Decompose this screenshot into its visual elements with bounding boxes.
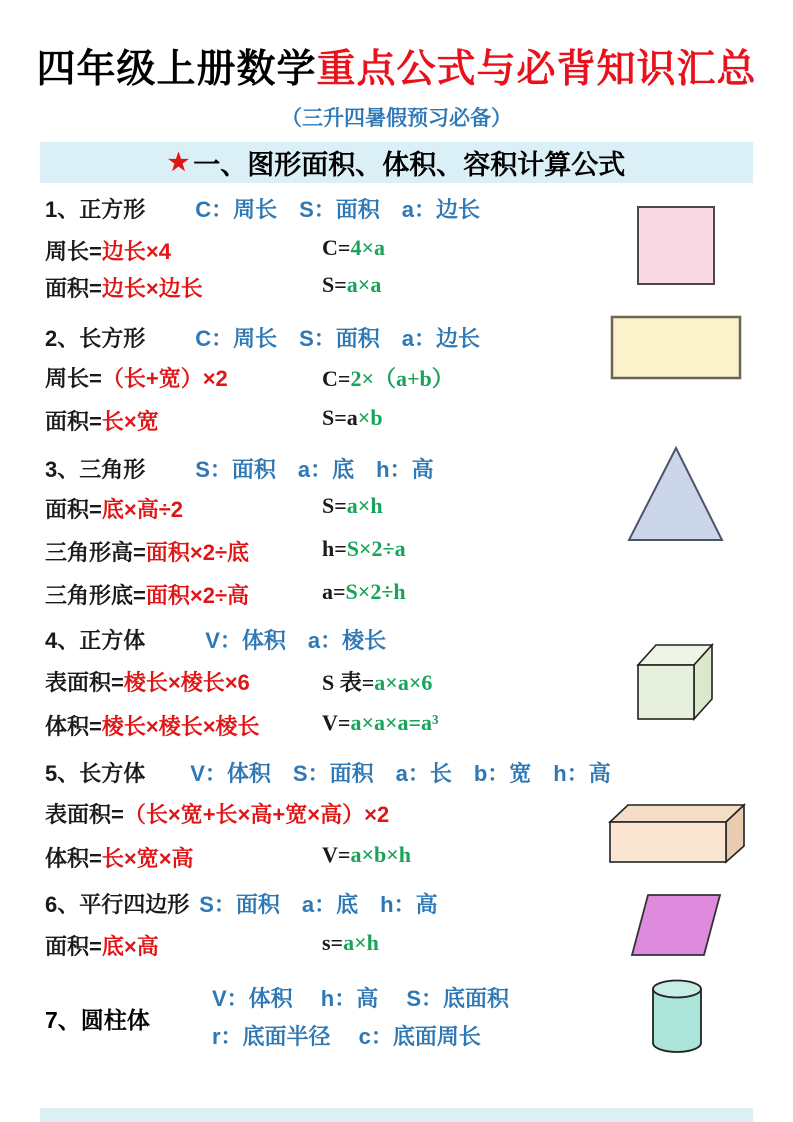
formula-segment: 6、平行四边形 <box>45 892 190 917</box>
formula-segment: 棱长×棱长×6 <box>123 670 250 695</box>
square-shape <box>636 205 718 288</box>
formula-segment: V= <box>322 842 351 867</box>
formula-segment: S=a <box>322 405 358 430</box>
formula-segment: a×a×6 <box>374 670 433 695</box>
formula-chinese <box>45 666 250 697</box>
formula-segment: S：面积 a：底 h：高 <box>195 457 434 482</box>
cuboid-front-face <box>610 822 726 862</box>
formula-symbolic <box>322 493 383 519</box>
cuboid-shape <box>606 800 748 868</box>
section-header <box>40 142 753 183</box>
section7-variables-line1: V：体积 h：高 S：底面积 <box>212 986 510 1011</box>
formula-segment: 边长×边长 <box>101 276 203 301</box>
formula-segment: 三角形底= <box>45 583 146 608</box>
section7-variables-line2: r：底面半径 c：底面周长 <box>212 1024 481 1049</box>
formula-segment: 表面积= <box>45 802 124 827</box>
formula-chinese <box>45 536 249 567</box>
section-header-text: 一、图形面积、体积、容积计算公式 <box>193 150 626 180</box>
formula-chinese <box>45 453 434 484</box>
formula-segment: S×2÷a <box>346 536 406 561</box>
formula-segment: S×2÷h <box>345 579 406 604</box>
parallelogram-shape <box>628 893 724 959</box>
formula-symbolic <box>322 666 432 697</box>
formula-segment: 面积= <box>45 276 102 301</box>
formula-chinese <box>45 842 194 873</box>
formula-segment: S= <box>322 493 347 518</box>
formula-segment: 长×宽×高 <box>101 846 194 871</box>
formula-row <box>0 405 793 437</box>
formula-chinese <box>45 322 480 353</box>
formula-segment: 棱长×棱长×棱长 <box>101 714 260 739</box>
formula-symbolic <box>322 842 411 868</box>
formula-chinese <box>45 888 438 919</box>
formula-row <box>0 579 793 611</box>
formula-segment: 面积×2÷底 <box>145 540 250 565</box>
formula-segment: a×h <box>343 930 379 955</box>
formula-segment: 1、正方形 <box>45 197 146 222</box>
triangle-shape <box>624 444 726 544</box>
page-title-red: 重点公式与必背知识汇总 <box>316 48 757 91</box>
formula-symbolic <box>322 579 406 605</box>
formula-segment: （长×宽+长×高+宽×高）×2 <box>123 802 390 827</box>
formula-segment: 5、长方体 <box>45 761 146 786</box>
formula-segment: C= <box>322 366 351 391</box>
formula-symbolic <box>322 930 379 956</box>
formula-segment: 体积= <box>45 846 102 871</box>
formula-segment: 周长= <box>45 239 102 264</box>
formula-chinese <box>45 710 260 741</box>
formula-chinese <box>45 493 183 524</box>
formula-symbolic <box>322 405 383 431</box>
formula-chinese <box>45 272 203 303</box>
parallelogram-face <box>632 895 720 955</box>
formula-chinese <box>45 362 228 393</box>
formula-symbolic <box>322 536 406 562</box>
formula-segment: C：周长 S：面积 a：边长 <box>195 197 481 222</box>
formula-segment: 4、正方体 <box>45 628 146 653</box>
formula-segment: 2、长方形 <box>45 326 146 351</box>
page-title-black: 四年级上册数学 <box>36 48 317 91</box>
triangle-face <box>629 448 722 540</box>
formula-segment: 三角形高= <box>45 540 146 565</box>
formula-segment: 面积= <box>45 934 102 959</box>
formula-segment: 表面积= <box>45 670 124 695</box>
formula-segment: ×b <box>357 405 383 430</box>
formula-segment: a×b×h <box>350 842 411 867</box>
cylinder-top <box>653 981 701 998</box>
formula-segment: 面积= <box>45 409 102 434</box>
formula-segment: C= <box>322 235 351 260</box>
formula-segment: 体积= <box>45 714 102 739</box>
page-title <box>0 38 793 94</box>
formula-segment: 底×高 <box>101 934 159 959</box>
rectangle-shape <box>610 315 742 381</box>
formula-segment: a×a×a=a³ <box>350 710 439 735</box>
formula-segment: C：周长 S：面积 a：边长 <box>195 326 481 351</box>
cylinder-shape <box>650 978 706 1056</box>
formula-segment: V= <box>322 710 351 735</box>
page-subtitle: （三升四暑假预习必备） <box>281 107 512 130</box>
formula-segment: 3、三角形 <box>45 457 146 482</box>
formula-segment: V：体积 a：棱长 <box>205 628 387 653</box>
formula-segment: 边长×4 <box>101 239 171 264</box>
section7-label: 7、圆柱体 <box>45 1007 150 1033</box>
formula-segment: 底×高÷2 <box>101 497 184 522</box>
formula-chinese <box>45 405 159 436</box>
formula-segment: 长×宽 <box>101 409 159 434</box>
formula-segment: S：面积 a：底 h：高 <box>199 892 438 917</box>
formula-segment: a= <box>322 579 346 604</box>
formula-segment: h= <box>322 536 347 561</box>
formula-symbolic <box>322 362 454 393</box>
formula-segment: s= <box>322 930 344 955</box>
formula-segment: V：体积 S：面积 a：长 b：宽 h：高 <box>190 761 611 786</box>
next-section-bar-sliver <box>40 1108 753 1122</box>
formula-segment: （长+宽）×2 <box>101 366 228 391</box>
square-face <box>638 207 714 284</box>
formula-symbolic <box>322 235 385 261</box>
star-icon: ★ <box>167 149 190 176</box>
formula-symbolic <box>322 272 381 298</box>
cuboid-top-face <box>610 805 744 822</box>
formula-row <box>0 757 793 789</box>
formula-segment: S 表= <box>322 670 375 695</box>
formula-chinese <box>45 798 389 829</box>
formula-segment: S= <box>322 272 347 297</box>
cube-shape <box>634 637 718 723</box>
rectangle-face <box>612 317 740 378</box>
formula-symbolic <box>322 710 439 736</box>
formula-segment: a×h <box>346 493 383 518</box>
formula-segment: 面积×2÷高 <box>145 583 250 608</box>
formula-segment: a×a <box>346 272 382 297</box>
cylinder-body <box>653 989 701 1052</box>
formula-segment: 面积= <box>45 497 102 522</box>
cube-front-face <box>638 665 694 719</box>
formula-chinese <box>45 930 159 961</box>
formula-chinese <box>45 193 480 224</box>
formula-segment: 周长= <box>45 366 102 391</box>
formula-segment: 2×（a+b） <box>350 366 454 391</box>
formula-chinese <box>45 579 249 610</box>
formula-chinese <box>45 624 386 655</box>
formula-chinese <box>45 757 611 788</box>
formula-segment: 4×a <box>350 235 385 260</box>
formula-chinese <box>45 235 171 266</box>
